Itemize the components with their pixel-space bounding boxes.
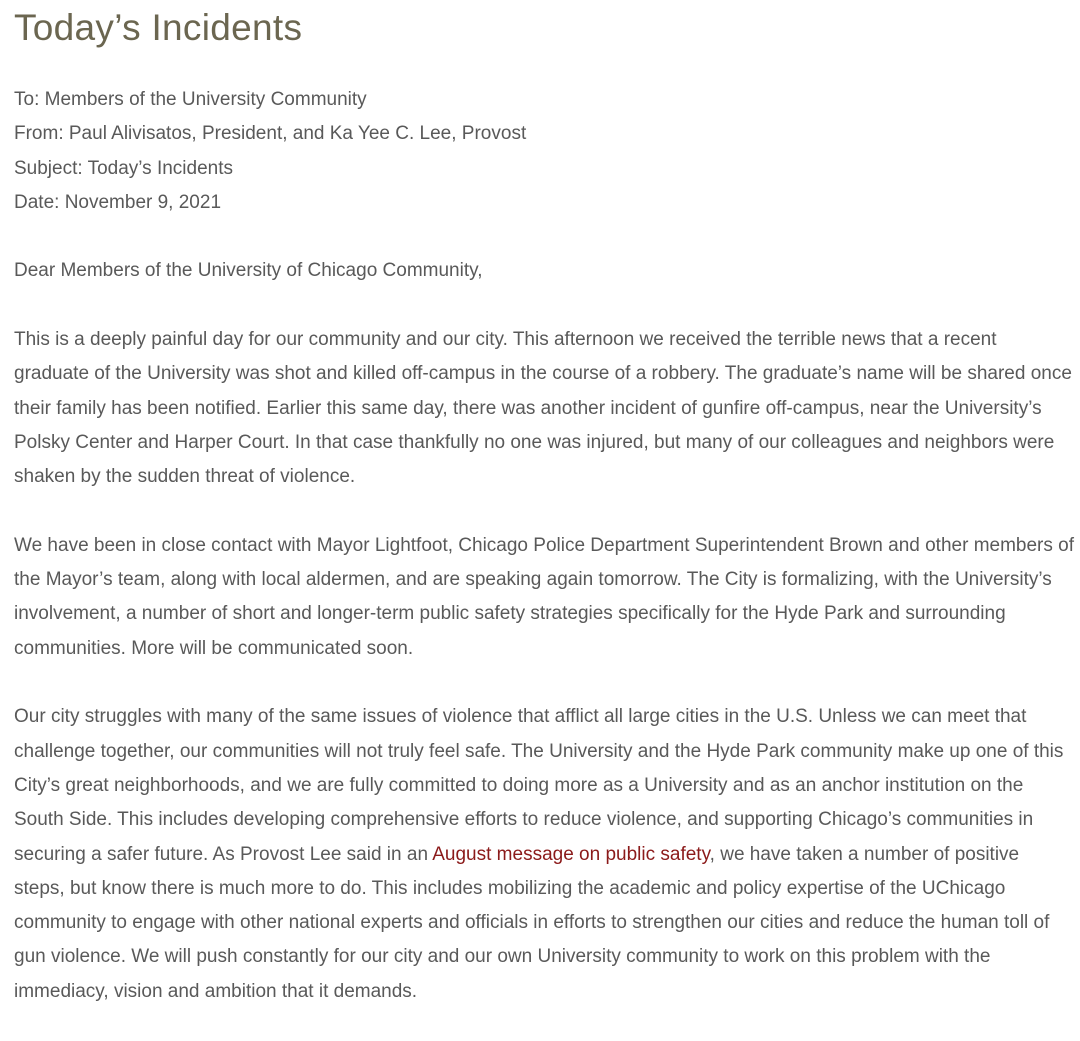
memo-subject: Subject: Today’s Incidents (14, 157, 233, 179)
august-message-link[interactable]: August message on public safety (432, 843, 710, 865)
memo-to: To: Members of the University Community (14, 89, 367, 110)
memo-header (14, 83, 1074, 220)
paragraph-3 (14, 700, 1074, 1009)
memo-from: From: Paul Alivisatos, President, and Ka Yee C. Lee, Provost (14, 123, 527, 145)
paragraph-3-text-before: Our city struggles with many of the same issues of violence that afflict all large cities in the U.S. Unless we can meet that challenge together, our communities will not truly feel safe. The University and the Hyde Park community make up one of this City’s great neighborhoods, and we are fully committed to doing more as a University and as an anchor institution on the South Side. This includes developing comprehensive efforts to reduce violence, and supporting Chicago’s communities in securing a safer future. As Provost Lee said in an (14, 706, 1064, 865)
paragraph-1: This is a deeply painful day for our community and our city. This afternoon we received the terrible news that a recent graduate of the University was shot and killed off-campus in the course of a robbery. The graduate’s name will be shared once their family has been notified. Earlier this same day, there was another incident of gunfire off-campus, near the University’s Polsky Center and Harper Court. In that case thankfully no one was injured, but many of our colleagues and neighbors were shaken by the sudden threat of violence. (14, 329, 1072, 488)
paragraph-3-text-after: , we have taken a number of positive steps, but know there is much more to do. This includes mobilizing the academic and policy expertise of the UChicago community to engage with other national experts and officials in efforts to strengthen our cities and reduce the human toll of gun violence. We will push constantly for our city and our own University community to work on this problem with the immediacy, vision and ambition that it demands. (14, 843, 1050, 1002)
salutation: Dear Members of the University of Chicago Community, (14, 260, 483, 282)
memo-date: Date: November 9, 2021 (14, 191, 222, 213)
page-title: Today’s Incidents (14, 7, 303, 48)
paragraph-2: We have been in close contact with Mayor Lightfoot, Chicago Police Department Superintendent Brown and other members of the Mayor’s team, along with local aldermen, and are speaking again tomorrow. The City is formalizing, with the University’s involvement, a number of short and longer-term public safety strategies specifically for the Hyde Park and surrounding communities. More will be communicated soon. (14, 534, 1075, 659)
